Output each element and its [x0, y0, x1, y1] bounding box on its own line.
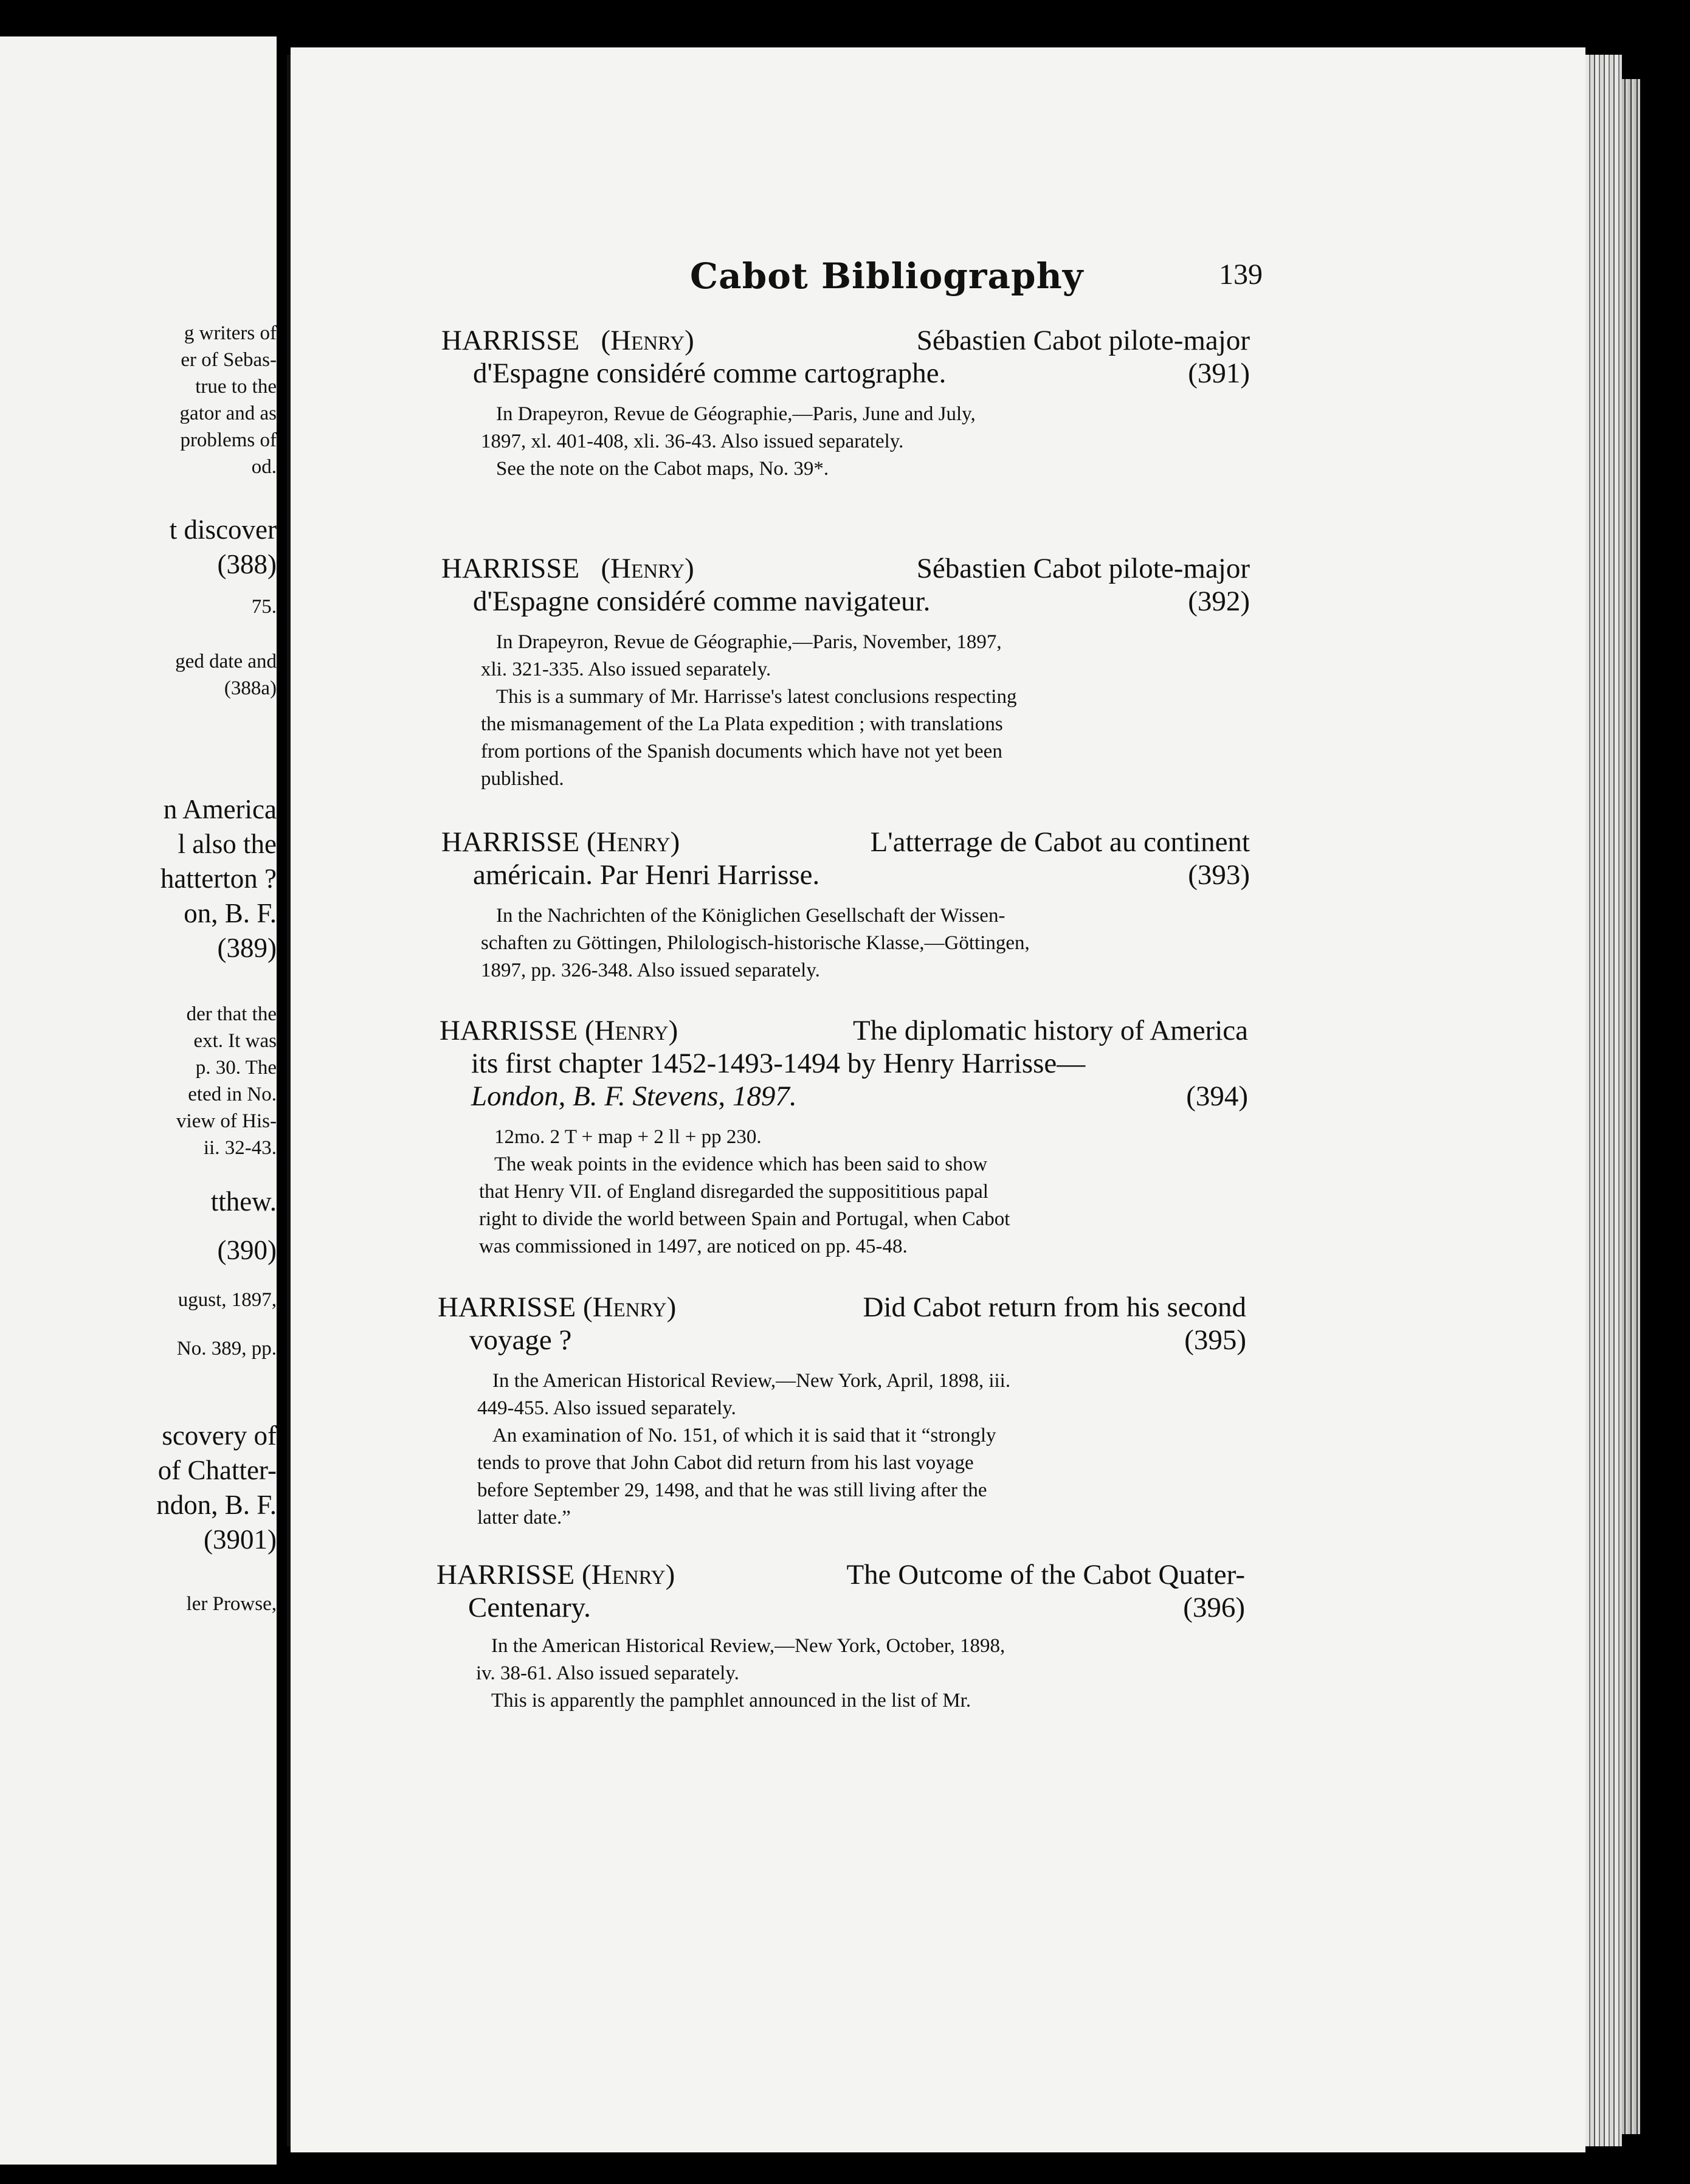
entry-note: from portions of the Spanish documents which have not yet been	[481, 741, 1002, 762]
left-page-line: (3901)	[204, 1524, 277, 1555]
left-page-line: problems of	[180, 429, 277, 451]
left-page-line: gator and as	[179, 403, 277, 424]
entry-note: In Drapeyron, Revue de Géographie,—Paris, November, 1897,	[496, 631, 1002, 653]
entry-note: 1897, pp. 326-348. Also issued separately.	[481, 959, 820, 981]
entry-note: This is a summary of Mr. Harrisse's latest conclusions respecting	[496, 686, 1017, 708]
entry-note: that Henry VII. of England disregarded the supposititious papal	[479, 1181, 988, 1203]
entry-note: before September 29, 1498, and that he was still living after the	[477, 1479, 987, 1501]
left-page-line: ext. It was	[193, 1030, 277, 1052]
left-page-line: hatterton ?	[160, 863, 277, 894]
entry-note: The weak points in the evidence which has been said to show	[494, 1153, 988, 1175]
left-page-line: No. 389, pp.	[176, 1338, 277, 1360]
left-page-line: der that the	[186, 1003, 277, 1025]
entry-given-name: (Henry)	[601, 325, 694, 356]
left-page-line: er of Sebas-	[181, 349, 277, 371]
left-page-line: of Chatter-	[157, 1455, 277, 1485]
left-page-line: (388a)	[224, 677, 277, 699]
entry-note: 449-455. Also issued separately.	[477, 1397, 736, 1419]
left-page-line: scovery of	[162, 1420, 277, 1451]
left-page-line: ugust, 1897,	[178, 1289, 277, 1311]
entry-note: published.	[481, 768, 564, 790]
entry-note: was commissioned in 1497, are noticed on pp. 45-48.	[479, 1235, 908, 1257]
left-page-line: (388)	[217, 549, 277, 579]
entry-391	[441, 324, 1250, 483]
entry-author: HARRISSE	[436, 1559, 575, 1591]
left-page-line: view of His-	[176, 1110, 277, 1132]
entry-note: 12mo. 2 T + map + 2 ll + pp 230.	[494, 1126, 762, 1148]
entry-note: 1897, xl. 401-408, xli. 36-43. Also issued separately.	[481, 430, 904, 452]
left-page-line: ii. 32-43.	[203, 1137, 277, 1159]
entry-title-line: Sébastien Cabot pilote-major	[916, 553, 1250, 584]
left-page-line: (389)	[217, 933, 277, 963]
entry-note: right to divide the world between Spain and Portugal, when Cabot	[479, 1208, 1010, 1230]
entry-title-line: London, B. F. Stevens, 1897.	[471, 1080, 797, 1112]
entry-number: (392)	[1188, 586, 1250, 617]
entry-393	[441, 826, 1250, 984]
entry-title-line: Centenary.	[468, 1592, 591, 1623]
left-page-line: ged date and	[175, 651, 277, 672]
entry-author: HARRISSE	[441, 826, 580, 858]
left-page	[0, 36, 277, 2165]
entry-author: HARRISSE	[441, 325, 580, 356]
entry-given-name: (Henry)	[584, 1015, 678, 1046]
entry-note: iv. 38-61. Also issued separately.	[476, 1662, 739, 1684]
entry-given-name: (Henry)	[582, 1291, 677, 1323]
entry-number: (391)	[1188, 358, 1250, 389]
entry-author: HARRISSE	[440, 1015, 578, 1046]
entry-396	[436, 1558, 1245, 1715]
left-page-line: ndon, B. F.	[156, 1490, 277, 1520]
entry-note: schaften zu Göttingen, Philologisch-historische Klasse,—Göttingen,	[481, 932, 1030, 954]
entry-title-line: The diplomatic history of America	[853, 1015, 1248, 1046]
left-page-line: on, B. F.	[184, 898, 277, 928]
entry-title-line: Sébastien Cabot pilote-major	[916, 325, 1250, 356]
entry-number: (394)	[1186, 1080, 1248, 1112]
entry-number: (395)	[1184, 1324, 1246, 1356]
left-page-line: 75.	[251, 596, 277, 618]
left-page-line: eted in No.	[188, 1083, 277, 1105]
entry-note: tends to prove that John Cabot did return from his last voyage	[477, 1452, 974, 1474]
entry-note: See the note on the Cabot maps, No. 39*.	[496, 458, 829, 480]
book-page-edge	[1622, 79, 1640, 2134]
entry-394	[440, 1014, 1248, 1260]
entry-392	[441, 552, 1250, 793]
entry-note: latter date.”	[477, 1507, 571, 1529]
left-page-line: g writers of	[184, 322, 277, 344]
entry-number: (393)	[1188, 859, 1250, 891]
entry-note: In Drapeyron, Revue de Géographie,—Paris, June and July,	[496, 403, 976, 425]
entry-author: HARRISSE	[438, 1291, 576, 1323]
entry-note: In the American Historical Review,—New York, April, 1898, iii.	[492, 1370, 1011, 1392]
entry-note: xli. 321-335. Also issued separately.	[481, 658, 771, 680]
left-page-line: od.	[251, 456, 277, 478]
page-number: 139	[1219, 258, 1263, 291]
entry-note: An examination of No. 151, of which it is said that it “strongly	[492, 1425, 996, 1446]
entry-395	[438, 1291, 1246, 1532]
left-page-line: tthew.	[210, 1186, 277, 1217]
entry-title-line: voyage ?	[469, 1324, 572, 1356]
left-page-line: ler Prowse,	[186, 1593, 277, 1615]
entry-note: the mismanagement of the La Plata expedition ; with translations	[481, 713, 1003, 735]
entry-given-name: (Henry)	[581, 1559, 675, 1591]
entry-title-line: its first chapter 1452-1493-1494 by Henry Harrisse—	[471, 1048, 1086, 1079]
entry-author: HARRISSE	[441, 553, 580, 584]
right-page	[291, 47, 1585, 2152]
left-page-line: (390)	[217, 1235, 277, 1265]
left-page-line: n America	[163, 794, 277, 824]
entry-title-line: d'Espagne considéré comme navigateur.	[473, 586, 931, 617]
left-page-line: t discover	[169, 514, 277, 545]
entry-note: In the American Historical Review,—New York, October, 1898,	[491, 1635, 1005, 1657]
entry-title-line: américain. Par Henri Harrisse.	[473, 859, 820, 891]
left-page-line: l also the	[178, 829, 277, 859]
entry-given-name: (Henry)	[601, 553, 694, 584]
running-head-title: Cabot Bibliography	[690, 255, 1084, 297]
left-page-line: true to the	[195, 376, 277, 398]
book-page-edge	[1585, 55, 1622, 2146]
entry-given-name: (Henry)	[586, 826, 680, 858]
entry-title-line: Did Cabot return from his second	[863, 1291, 1246, 1323]
entry-note: In the Nachrichten of the Königlichen Gesellschaft der Wissen-	[496, 905, 1005, 927]
left-page-line: p. 30. The	[195, 1057, 277, 1079]
entry-title-line: L'atterrage de Cabot au continent	[870, 826, 1250, 858]
entry-number: (396)	[1183, 1592, 1245, 1623]
entry-title-line: The Outcome of the Cabot Quater-	[846, 1559, 1245, 1591]
entry-title-line: d'Espagne considéré comme cartographe.	[473, 358, 947, 389]
entry-note: This is apparently the pamphlet announced in the list of Mr.	[491, 1690, 971, 1712]
